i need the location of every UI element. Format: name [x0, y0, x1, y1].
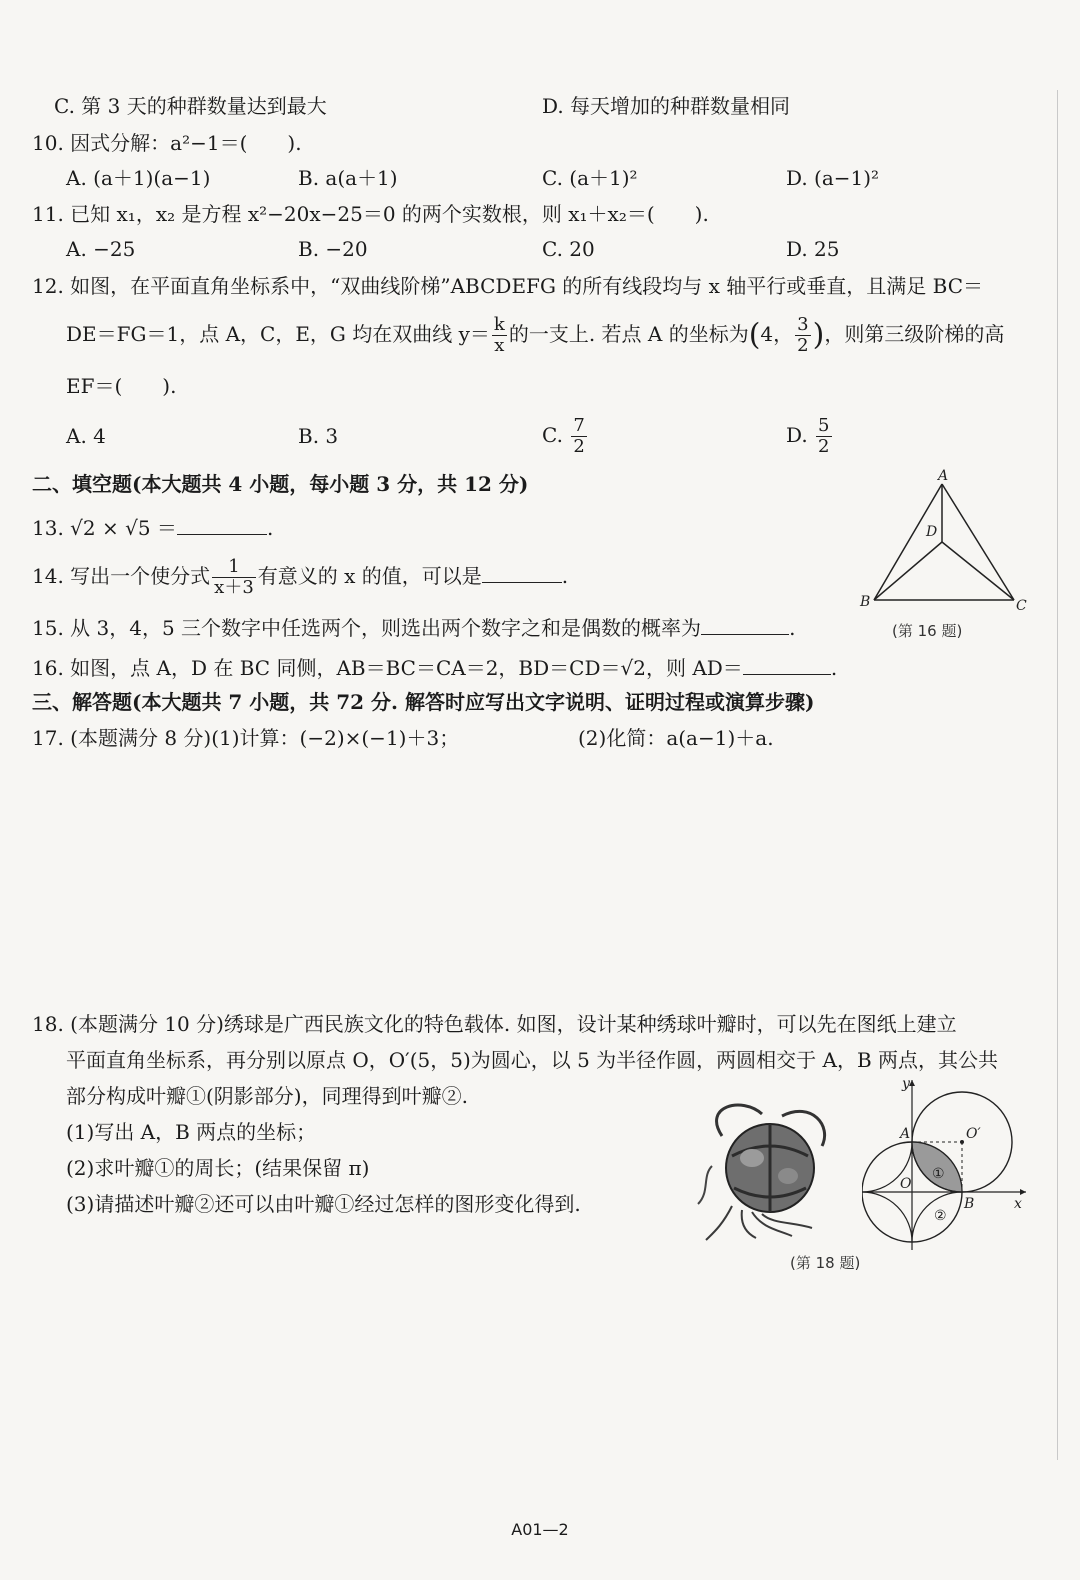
label-o: O [900, 1176, 912, 1192]
option-prefix: D. [786, 423, 808, 447]
fraction-numerator: k [493, 314, 505, 335]
section-3-heading: 三、解答题(本大题共 7 小题，共 72 分. 解答时应写出文字说明、证明过程或演算步骤) [32, 690, 815, 714]
q12-option-d [786, 410, 834, 460]
q18-sub-3: (3)请描述叶瓣②还可以由叶瓣①经过怎样的图形变化得到. [66, 1192, 581, 1216]
q14-stem: 14. 写出一个使分式 $\frac{1}{x+3}$ 有意义的 x 的值，可以是 . [32, 556, 569, 598]
fraction-numerator: 5 [818, 415, 830, 436]
q13-stem: 13. √2 × √5 ＝ . [32, 512, 273, 542]
q10-option-b: B. a(a＋1) [298, 166, 398, 190]
figure-16-caption: (第 16 题) [892, 622, 963, 640]
fraction-numerator: 3 [797, 314, 809, 335]
q12-line-2-post: ，则第三级阶梯的高 [824, 322, 1005, 346]
q12-option-b: B. 3 [298, 424, 339, 448]
q17-part-1: 17. (本题满分 8 分)(1)计算：(−2)×(−1)＋3； [32, 726, 460, 750]
q18-sub-2: (2)求叶瓣①的周长；(结果保留 π) [66, 1156, 370, 1180]
label-a: A [938, 468, 949, 484]
hyperbola-fraction [492, 315, 507, 356]
q17-part-2: (2)化简：a(a−1)＋a. [578, 726, 774, 750]
q11-option-c: C. 20 [542, 237, 595, 261]
q12-line-2-mid: 的一支上. 若点 A 的坐标为 [508, 322, 749, 346]
fraction-denominator: 2 [818, 436, 830, 457]
q11-option-a: A. −25 [66, 237, 136, 261]
fraction-numerator: 7 [573, 415, 585, 436]
q12-line-3: EF＝( ). [66, 374, 177, 398]
point-a-x: 4， [760, 322, 794, 346]
label-o-prime: O′ [966, 1126, 981, 1142]
fraction-numerator: 1 [212, 557, 256, 578]
petal-2-label: ② [934, 1208, 947, 1224]
q12-line-2 [66, 312, 1004, 358]
option-fraction [571, 416, 586, 457]
q14-fraction [212, 557, 256, 598]
right-paren: ) [812, 317, 825, 353]
q16-text: 16. 如图，点 A，D 在 BC 同侧，AB＝BC＝CA＝2，BD＝CD＝√2，则 AD＝ [32, 656, 743, 680]
q18-line-1: 18. (本题满分 10 分)绣球是广西民族文化的特色载体. 如图，设计某种绣球叶瓣时，可以先在图纸上建立 [32, 1012, 957, 1036]
q18-line-3: 部分构成叶瓣①(阴影部分)，同理得到叶瓣②. [66, 1084, 468, 1108]
axis-y-label: y [902, 1076, 910, 1092]
embroidered-ball-photo [682, 1096, 842, 1242]
q18-sub-1: (1)写出 A，B 两点的坐标； [66, 1120, 317, 1144]
option-fraction [816, 416, 831, 457]
label-b: B [860, 594, 871, 610]
label-b: B [964, 1196, 975, 1212]
q14-post: 有意义的 x 的值，可以是 [257, 564, 482, 588]
q12-option-a: A. 4 [66, 424, 106, 448]
q11-option-b: B. −20 [298, 237, 368, 261]
answer-blank[interactable] [701, 612, 789, 635]
answer-blank[interactable] [482, 560, 562, 583]
petal-1-label: ① [932, 1166, 945, 1182]
q9-option-c: C. 第 3 天的种群数量达到最大 [54, 94, 327, 118]
q14-pre: 14. 写出一个使分式 [32, 564, 211, 588]
q12-line-1: 12. 如图，在平面直角坐标系中，“双曲线阶梯”ABCDEFG 的所有线段均与 x 轴平行或垂直，且满足 BC＝ [32, 274, 983, 298]
label-d: D [926, 524, 938, 540]
option-prefix: C. [542, 423, 563, 447]
fraction-denominator: 2 [573, 436, 585, 457]
fraction-denominator: x [494, 335, 505, 356]
fraction-denominator: 2 [797, 335, 809, 356]
q11-option-d: D. 25 [786, 237, 840, 261]
axis-x-label: x [1014, 1196, 1022, 1212]
fraction-denominator: x＋3 [214, 577, 254, 598]
answer-blank[interactable] [177, 512, 267, 535]
q15-text: 15. 从 3，4，5 三个数字中任选两个，则选出两个数字之和是偶数的概率为 [32, 616, 702, 640]
answer-blank[interactable] [743, 652, 831, 675]
point-a-y-fraction [795, 315, 810, 356]
q15-stem: 15. 从 3，4，5 三个数字中任选两个，则选出两个数字之和是偶数的概率为 . [32, 612, 795, 642]
figure-18-caption: (第 18 题) [790, 1254, 861, 1272]
q10-stem: 10. 因式分解：a²−1＝( ). [32, 131, 302, 155]
label-c: C [1016, 598, 1027, 614]
q13-text: 13. √2 × √5 ＝ [32, 516, 177, 540]
q18-line-2: 平面直角坐标系，再分别以原点 O，O′(5，5)为圆心，以 5 为半径作圆，两圆相交于 A，B 两点，其公共 [66, 1048, 999, 1072]
left-paren: ( [748, 317, 761, 353]
q10-option-d: D. (a−1)² [786, 166, 880, 190]
q12-option-c [542, 410, 589, 460]
q10-option-a: A. (a＋1)(a−1) [66, 166, 211, 190]
q16-stem: 16. 如图，点 A，D 在 BC 同侧，AB＝BC＝CA＝2，BD＝CD＝√2，则 AD＝ . [32, 652, 837, 682]
figure-16-triangle [856, 468, 1036, 618]
q12-line-2-pre: DE＝FG＝1，点 A，C，E，G 均在双曲线 y＝ [66, 322, 490, 346]
page-number: A01—2 [511, 1520, 569, 1539]
figure-18-circles [862, 1074, 1032, 1252]
section-2-heading: 二、填空题(本大题共 4 小题，每小题 3 分，共 12 分) [32, 472, 529, 496]
label-a: A [900, 1126, 911, 1142]
q10-option-c: C. (a＋1)² [542, 166, 638, 190]
page-edge-divider [1057, 90, 1058, 1460]
q9-option-d: D. 每天增加的种群数量相同 [542, 94, 791, 118]
q11-stem: 11. 已知 x₁，x₂ 是方程 x²−20x−25＝0 的两个实数根，则 x₁＋x₂＝( ). [32, 202, 709, 226]
